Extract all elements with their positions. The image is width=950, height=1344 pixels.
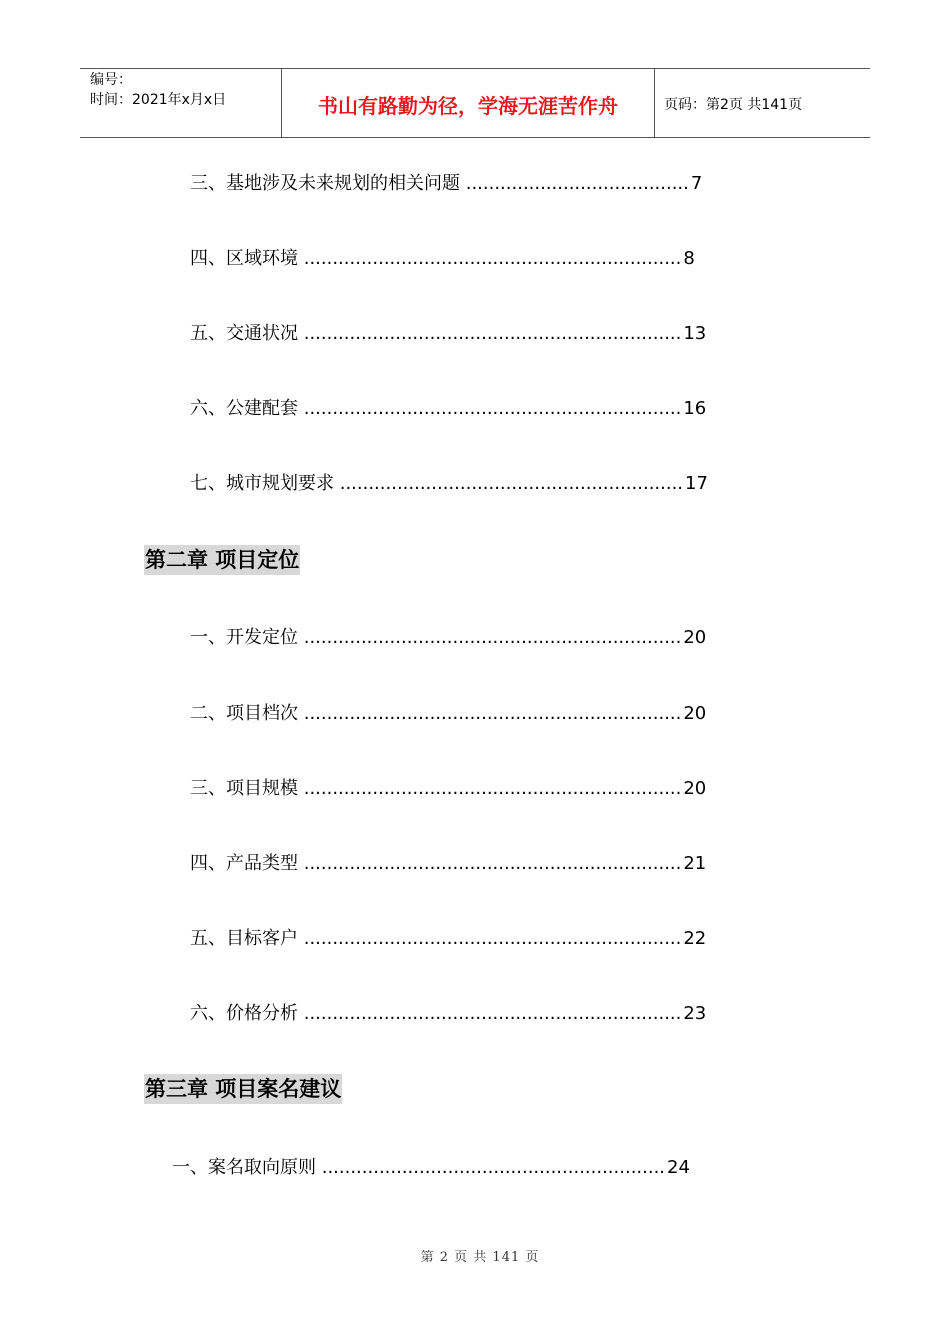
toc-entry-leader: ....................................... — [460, 173, 689, 194]
toc-entry[interactable] — [190, 397, 706, 421]
toc-entry-page: 20 — [683, 778, 707, 799]
toc-entry-leader: ............................................................ — [316, 1157, 666, 1178]
toc-entry-leader: .................................................................. — [298, 928, 682, 949]
header-page-cell — [655, 69, 870, 137]
chapter-heading[interactable]: 第三章 项目案名建议 — [144, 1074, 342, 1104]
toc-entry-leader: ............................................................ — [334, 473, 684, 494]
toc-entry-label: 一、开发定位 — [190, 627, 298, 648]
toc-entry-page: 17 — [685, 473, 708, 494]
header-page-info: 页码：第2页 共141页 — [664, 97, 803, 113]
header-meta — [80, 69, 280, 137]
toc-entry-label: 三、基地涉及未来规划的相关问题 — [190, 173, 460, 194]
toc-entry[interactable] — [172, 1156, 690, 1180]
toc-entry-page: 16 — [683, 398, 707, 419]
toc-entry-leader: .................................................................. — [298, 778, 682, 799]
toc-entry[interactable] — [190, 626, 706, 650]
toc-entry-page: 7 — [690, 173, 703, 194]
toc-entry-label: 七、城市规划要求 — [190, 473, 334, 494]
toc-entry-label: 三、项目规模 — [190, 778, 298, 799]
toc-entry-page: 24 — [667, 1157, 690, 1178]
header-motto: 书山有路勤为径，学海无涯苦作舟 — [318, 94, 618, 118]
toc-entry[interactable] — [190, 1002, 706, 1026]
toc-entry-label: 五、目标客户 — [190, 928, 298, 949]
toc-entry-label: 六、价格分析 — [190, 1003, 298, 1024]
toc-entry[interactable] — [190, 852, 706, 876]
toc-entry-label: 二、项目档次 — [190, 703, 298, 724]
toc-entry-leader: .................................................................. — [298, 323, 682, 344]
toc-entry[interactable] — [190, 702, 706, 726]
toc-entry-page: 8 — [683, 248, 695, 269]
toc-entry-leader: .................................................................. — [298, 703, 682, 724]
chapter-heading[interactable]: 第二章 项目定位 — [144, 545, 300, 575]
toc-entry-label: 六、公建配套 — [190, 398, 298, 419]
toc-entry-label: 一、案名取向原则 — [172, 1157, 316, 1178]
toc-entry-label: 五、交通状况 — [190, 323, 298, 344]
toc-entry-page: 13 — [683, 323, 707, 344]
toc-entry-label: 四、区域环境 — [190, 248, 298, 269]
toc-entry-leader: .................................................................. — [298, 248, 682, 269]
toc-entry-leader: .................................................................. — [298, 627, 682, 648]
toc-entry[interactable] — [190, 322, 706, 346]
toc-entry-page: 20 — [683, 627, 707, 648]
toc-entry-label: 四、产品类型 — [190, 853, 298, 874]
toc-entry-page: 21 — [683, 853, 707, 874]
toc-entry-leader: .................................................................. — [298, 398, 682, 419]
toc-entry-leader: .................................................................. — [298, 1003, 682, 1024]
toc-entry[interactable] — [190, 172, 702, 196]
page-footer: 第 2 页 共 141 页 — [420, 1250, 540, 1265]
toc-entry-page: 20 — [683, 703, 707, 724]
toc-entry[interactable] — [190, 927, 706, 951]
document-date: 时间：2021年x月x日 — [90, 92, 227, 108]
document-number: 编号： — [90, 72, 132, 88]
header-motto-cell — [281, 69, 655, 137]
toc-entry-page: 22 — [683, 928, 707, 949]
toc-entry-leader: .................................................................. — [298, 853, 682, 874]
toc-entry[interactable] — [190, 247, 695, 271]
toc-entry[interactable] — [190, 472, 708, 496]
toc-entry-page: 23 — [683, 1003, 707, 1024]
toc-entry[interactable] — [190, 777, 706, 801]
page-header — [80, 68, 870, 138]
